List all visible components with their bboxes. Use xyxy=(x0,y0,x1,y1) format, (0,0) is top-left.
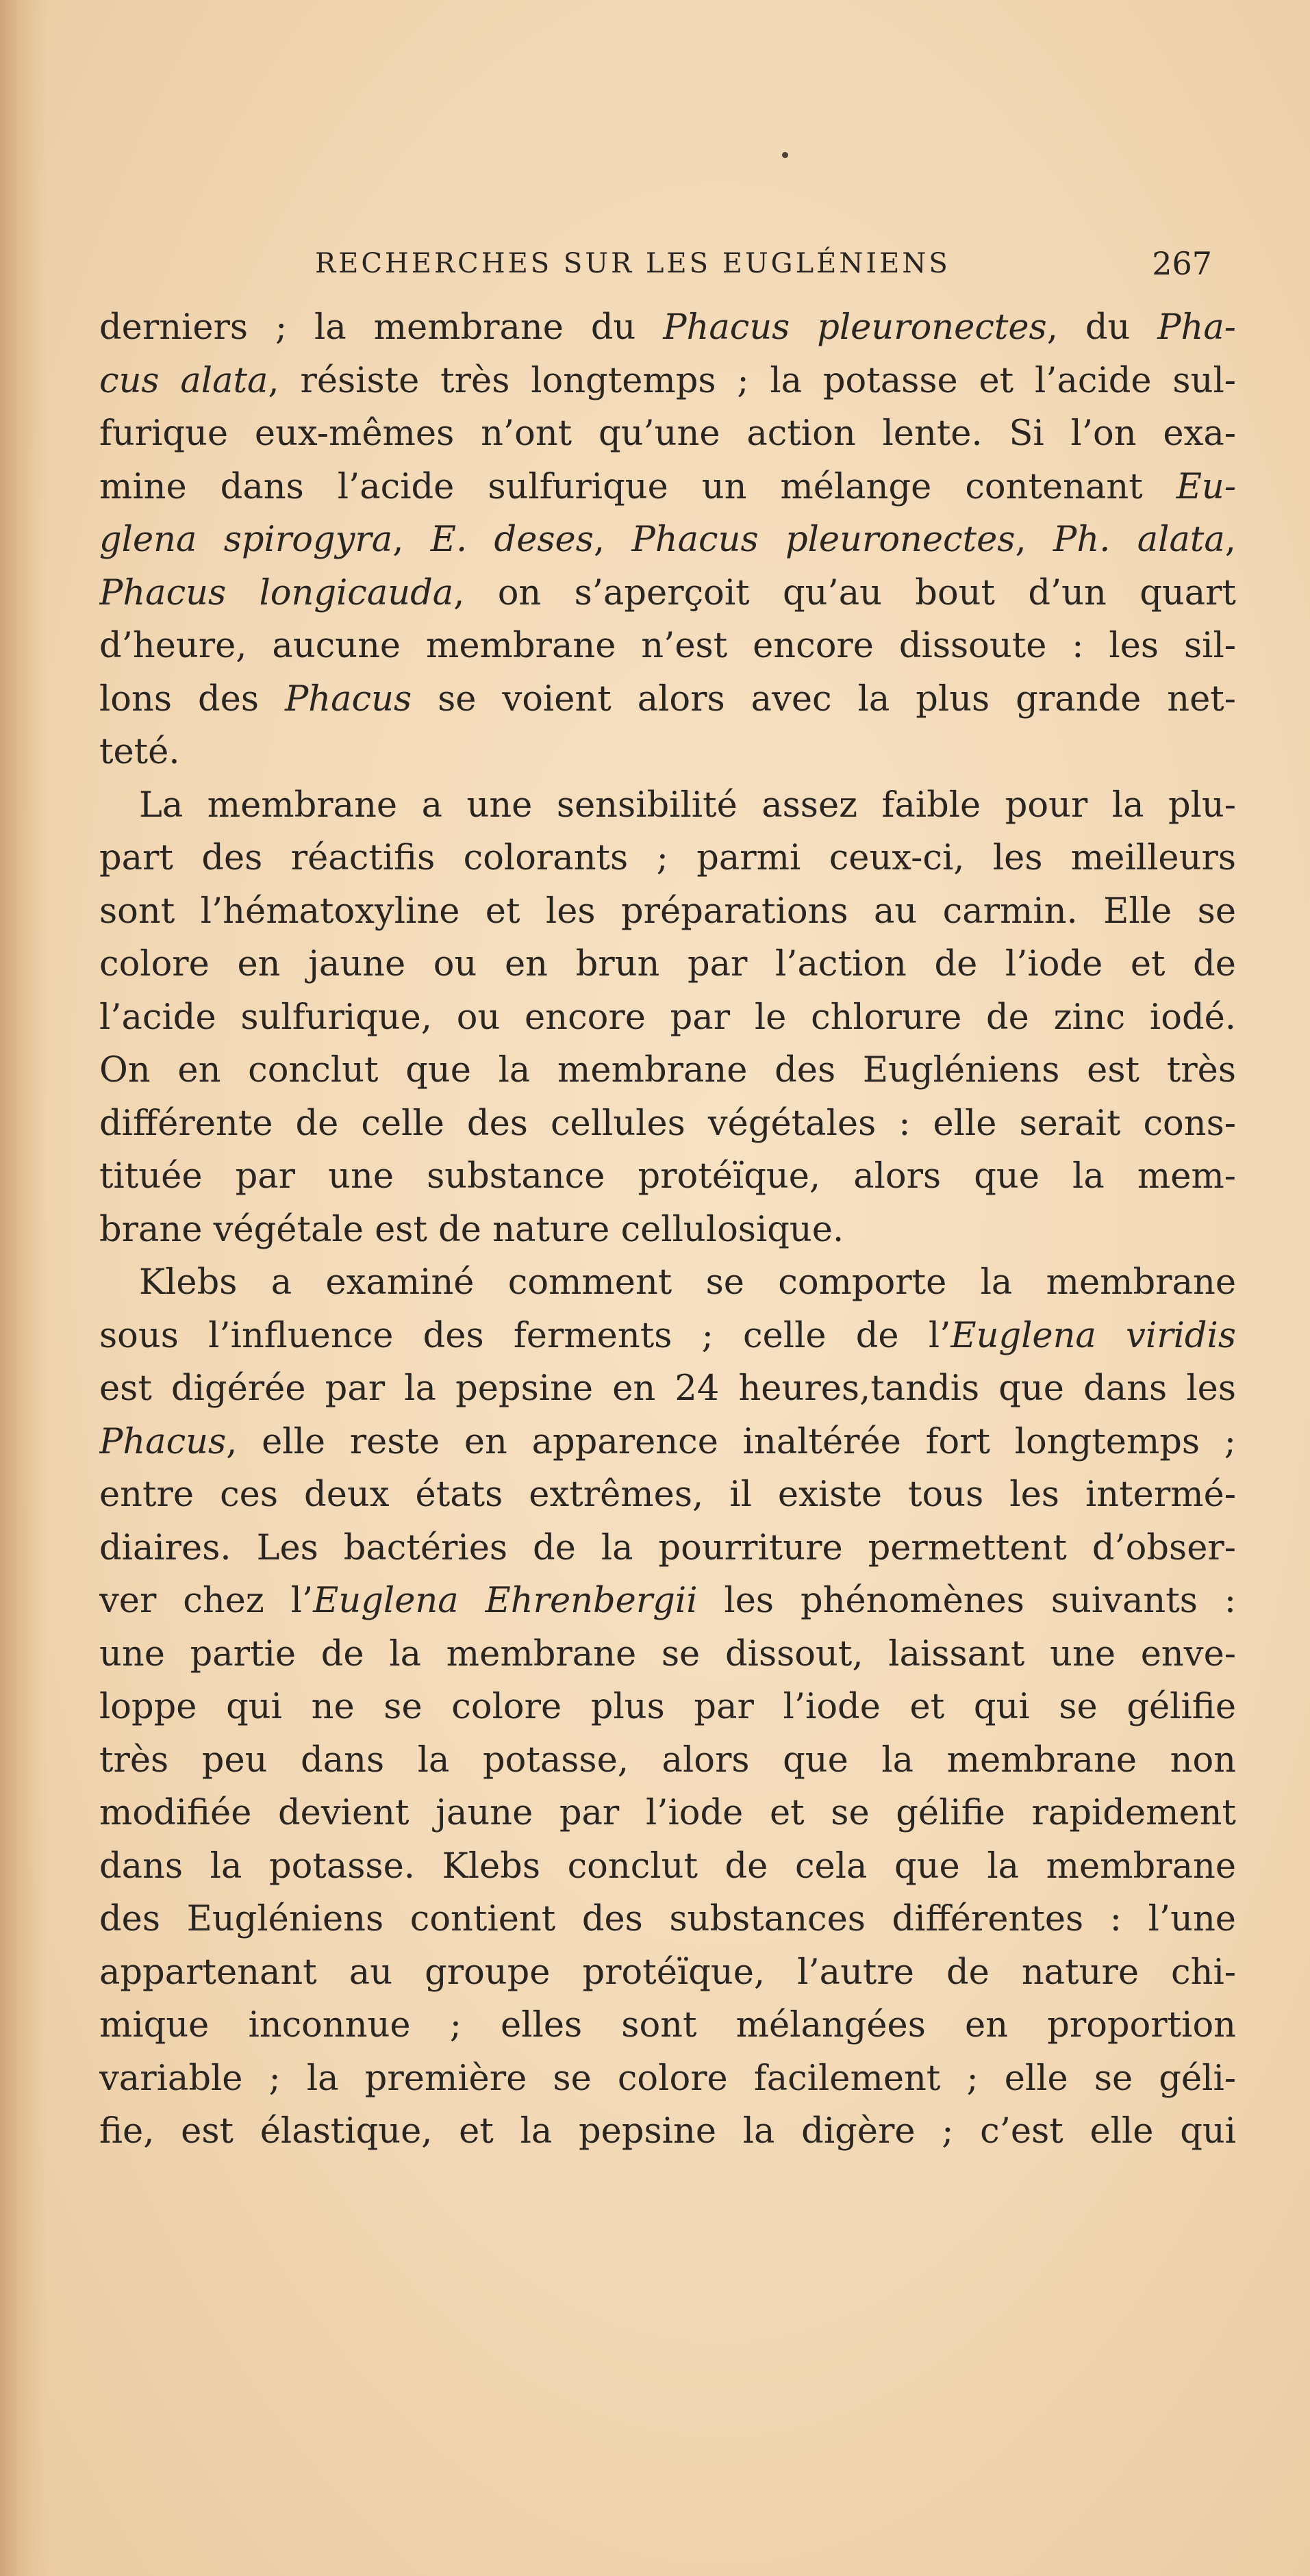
text-run: ver chez l’ xyxy=(99,1581,314,1621)
italic-text: cus alata xyxy=(99,360,268,401)
text-run: furique eux-mêmes n’ont qu’une action lente. Si l’on exa- xyxy=(99,413,1236,454)
text-run: sous l’influence des ferments ; celle de l’ xyxy=(99,1315,951,1356)
text-line xyxy=(99,461,1236,514)
text-run: diaires. Les bactéries de la pourriture permettent d’obser- xyxy=(99,1527,1236,1568)
text-run: Klebs a examiné comment se comporte la membrane xyxy=(139,1262,1236,1303)
text-line xyxy=(99,779,1236,832)
text-run: mique inconnue ; elles sont mélangées en proportion xyxy=(99,2005,1236,2045)
text-run: , xyxy=(1015,520,1054,560)
text-line xyxy=(99,355,1236,408)
text-line xyxy=(99,2105,1236,2158)
text-line xyxy=(99,513,1236,567)
text-line xyxy=(99,1840,1236,1893)
running-head xyxy=(103,240,1212,288)
text-line xyxy=(99,1097,1236,1151)
text-run: l’acide sulfurique, ou encore par le chlorure de zinc iodé. xyxy=(99,997,1236,1038)
italic-text: Phacus xyxy=(284,678,412,719)
text-line xyxy=(99,1310,1236,1363)
page-gutter-shadow xyxy=(0,0,48,2576)
text-run: les phénomènes suivants : xyxy=(697,1581,1236,1621)
text-run: dans la potasse. Klebs conclut de cela que la membrane xyxy=(99,1846,1236,1887)
italic-text: Eu- xyxy=(1176,466,1236,507)
text-line xyxy=(99,1681,1236,1734)
text-run: On en conclut que la membrane des Eugléniens est très xyxy=(99,1050,1236,1091)
text-line xyxy=(99,1787,1236,1840)
italic-text: glena spirogyra xyxy=(99,520,393,560)
text-line xyxy=(99,1628,1236,1681)
page-number: 267 xyxy=(1152,245,1212,282)
body-text xyxy=(99,301,1236,2158)
italic-text: Phacus xyxy=(99,1421,227,1462)
text-line xyxy=(99,1150,1236,1203)
text-run: tituée par une substance protéïque, alors que la mem- xyxy=(99,1156,1236,1197)
text-run: modifiée devient jaune par l’iode et se gélifie rapidement xyxy=(99,1793,1236,1833)
italic-text: Phacus pleuronectes xyxy=(631,520,1016,560)
text-line xyxy=(99,1203,1236,1257)
text-line xyxy=(99,1999,1236,2052)
ink-speck xyxy=(782,152,788,158)
text-line xyxy=(99,1893,1236,1946)
text-line xyxy=(99,1946,1236,2000)
text-run: loppe qui ne se colore plus par l’iode et qui se gélifie xyxy=(99,1687,1236,1727)
text-run: très peu dans la potasse, alors que la membrane non xyxy=(99,1739,1236,1781)
text-run: des Eugléniens contient des substances différentes : l’une xyxy=(99,1899,1236,1939)
text-line xyxy=(99,1468,1236,1522)
text-run: se voient alors avec la plus grande net- xyxy=(412,678,1236,719)
text-run: , elle reste en apparence inaltérée fort longtemps ; xyxy=(226,1421,1236,1462)
text-line xyxy=(99,1734,1236,1787)
text-line xyxy=(99,1416,1236,1469)
italic-text: E. deses xyxy=(430,520,594,560)
text-run: entre ces deux états extrêmes, il existe tous les intermé- xyxy=(99,1475,1236,1515)
text-run: La membrane a une sensibilité assez faible pour la plu- xyxy=(139,785,1236,826)
text-run: différente de celle des cellules végétales : elle serait cons- xyxy=(99,1103,1236,1144)
text-line xyxy=(99,1256,1236,1310)
text-run: , xyxy=(593,520,632,560)
text-line xyxy=(99,1522,1236,1575)
text-run: derniers ; la membrane du xyxy=(99,307,664,348)
text-line xyxy=(99,620,1236,673)
text-line xyxy=(99,301,1236,355)
text-run: mine dans l’acide sulfurique un mélange contenant xyxy=(99,466,1176,507)
text-line xyxy=(99,726,1236,779)
text-run: teté. xyxy=(99,732,180,772)
text-run: est digérée par la pepsine en 24 heures,tandis que dans les xyxy=(99,1368,1236,1409)
italic-text: Euglena viridis xyxy=(950,1315,1236,1356)
text-run: , du xyxy=(1046,307,1158,348)
text-run: brane végétale est de nature cellulosique. xyxy=(99,1209,844,1250)
text-line xyxy=(99,407,1236,461)
text-run: , on s’aperçoit qu’au bout d’un quart xyxy=(453,572,1236,613)
text-run: sont l’hématoxyline et les préparations au carmin. Elle se xyxy=(99,891,1236,932)
text-run: variable ; la première se colore facilement ; elle se géli- xyxy=(99,2058,1236,2099)
text-line xyxy=(99,885,1236,939)
text-line xyxy=(99,2052,1236,2106)
text-line xyxy=(99,938,1236,991)
italic-text: Phacus pleuronectes xyxy=(663,307,1047,348)
text-line xyxy=(99,567,1236,620)
text-line xyxy=(99,1574,1236,1628)
text-run: appartenant au groupe protéïque, l’autre de nature chi- xyxy=(99,1952,1236,1993)
text-run: , xyxy=(1224,520,1236,560)
text-run: , résiste très longtemps ; la potasse et l’acide sul- xyxy=(268,360,1236,401)
italic-text: Euglena Ehrenbergii xyxy=(313,1581,698,1621)
text-line xyxy=(99,991,1236,1045)
italic-text: Ph. alata xyxy=(1053,520,1225,560)
text-run: fie, est élastique, et la pepsine la digère ; c’est elle qui xyxy=(99,2111,1236,2152)
text-line xyxy=(99,1362,1236,1416)
text-run: part des réactifis colorants ; parmi ceux-ci, les meilleurs xyxy=(99,838,1236,878)
italic-text: Pha- xyxy=(1157,307,1236,348)
text-run: une partie de la membrane se dissout, laissant une enve- xyxy=(99,1633,1236,1674)
text-line xyxy=(99,832,1236,885)
text-run: , xyxy=(392,520,431,560)
text-line xyxy=(99,1044,1236,1097)
running-head-title: RECHERCHES SUR LES EUGLÉNIENS xyxy=(315,248,950,279)
text-run: lons des xyxy=(99,678,285,719)
text-run: colore en jaune ou en brun par l’action de l’iode et de xyxy=(99,944,1236,984)
text-run: d’heure, aucune membrane n’est encore dissoute : les sil- xyxy=(99,626,1236,666)
text-line xyxy=(99,673,1236,726)
italic-text: Phacus longicauda xyxy=(99,572,454,613)
